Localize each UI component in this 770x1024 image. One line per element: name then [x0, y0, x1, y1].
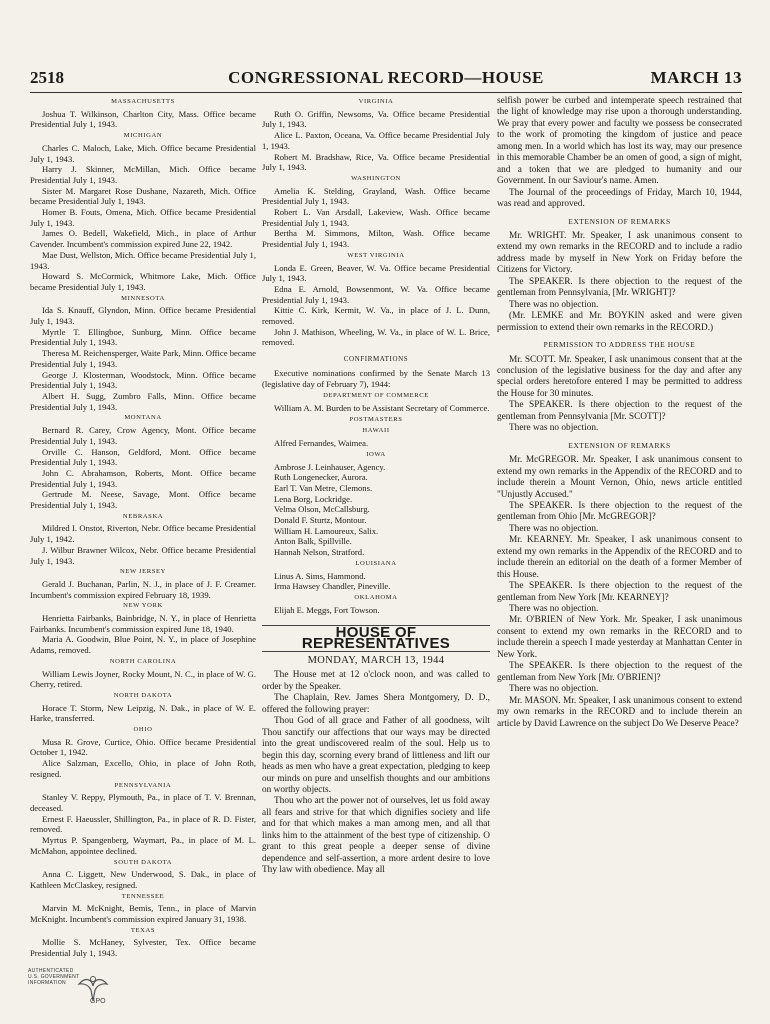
paragraph: Thou God of all grace and Father of all goodness, wilt Thou sanctify our affections that our ways may be directed into the great undiscovered realm of the soul. Help us to begin this day, scorning every brand of littleness and lift our heads as men who have a great expectation, pledging to keep our minds on pure and unselfish thoughts and our ambitions on worthy objects. — [262, 716, 490, 795]
stamp-gpo: GPO — [90, 998, 106, 1005]
state-heading: TEXAS — [130, 926, 156, 934]
house-proceedings — [262, 670, 490, 876]
header-rule — [30, 92, 742, 93]
paragraph: There was no objection. — [509, 523, 599, 534]
paragraph: Mr. WRIGHT. Mr. Speaker, I ask unanimous consent to extend my own remarks in the RECORD and to include a radio address made by myself in New York on Friday before the Citizens for Victory. — [497, 230, 742, 276]
state-heading: PENNSYLVANIA — [114, 781, 172, 789]
postmaster-nominations-continued — [262, 97, 490, 348]
paragraph: John J. Mathison, Wheeling, W. Va., in place of W. L. Brice, removed. — [262, 326, 490, 348]
state-heading: HAWAII — [362, 427, 390, 435]
paragraph: Horace T. Storm, New Leipzig, N. Dak., in place of W. E. Harke, transferred. — [30, 702, 256, 724]
paragraph: The Chaplain, Rev. James Shera Montgomery, D. D., offered the following prayer: — [262, 693, 490, 715]
paragraph: Mildred I. Onstot, Riverton, Nebr. Office became Presidential July 1, 1942. — [30, 523, 256, 545]
state-heading: SOUTH DAKOTA — [113, 858, 173, 866]
state-heading: LOUISIANA — [355, 559, 397, 567]
postmaster-entry: William H. Lamoureux, Salix. — [274, 525, 379, 536]
postmaster-entry: Elijah E. Meggs, Fort Towson. — [274, 604, 380, 615]
paragraph: (Mr. LEMKE and Mr. BOYKIN asked and were given permission to extend their own remarks in the RECORD.) — [497, 311, 742, 333]
postmaster-entry: Anton Balk, Spillville. — [274, 536, 352, 547]
paragraph: Henrietta Fairbanks, Bainbridge, N. Y., in place of Henrietta Fairbanks. Incumbent's commission expired June 18, 1940. — [30, 613, 256, 634]
stamp-line: U.S. GOVERNMENT — [28, 974, 80, 980]
paragraph: Mr. KEARNEY. Mr. Speaker, I ask unanimous consent to extend my own remarks in the Appendix of the RECORD and to include therein an editorial on the death of a former Member of this House. — [497, 535, 742, 580]
state-heading: DEPARTMENT OF COMMERCE — [323, 392, 429, 400]
postmaster-entry: Ruth Longenecker, Aurora. — [274, 472, 368, 483]
paragraph: selfish power be curbed and intemperate speech restrained that the light of knowledge may rise upon a thorough understanding. We pray that every power and faculty we possess be consecrated to the work of promoting the kingdom of justice and peace among men. In a world which has lost its way, may our presence in this memorable Chamber be an omen of good, a sign of might, and a token that we are pledged to humanity and our Government. In our Saviour's name. Amen. — [497, 96, 742, 187]
paragraph: Robert M. Bradshaw, Rice, Va. Office became Presidential July 1, 1943. — [262, 151, 490, 173]
state-heading: WASHINGTON — [351, 174, 401, 182]
paragraph: Mr. SCOTT. Mr. Speaker, I ask unanimous consent that at the conclusion of the legislative business for the day and after any special orders heretofore entered I may be permitted to address the House for 30 minutes. — [497, 354, 742, 399]
paragraph: Edna E. Arnold, Bowsenmont, W. Va. Office became Presidential July 1, 1943. — [262, 283, 490, 305]
paragraph: J. Wilbur Brawner Wilcox, Nebr. Office became Presidential July 1, 1943. — [30, 544, 256, 566]
paragraph: Alice Salzman, Excello, Ohio, in place of John Roth, resigned. — [30, 758, 256, 779]
postmaster-entry: Earl T. Van Metre, Clemons. — [274, 482, 373, 493]
paragraph: Musa R. Grove, Curtice, Ohio. Office became Presidential October 1, 1942. — [30, 736, 256, 758]
paragraph: Theresa M. Reichensperger, Waite Park, Minn. Office became Presidential July 1, 1943. — [30, 348, 256, 369]
paragraph: William Lewis Joyner, Rocky Mount, N. C., in place of W. G. Cherry, retired. — [30, 668, 256, 690]
house-date: MONDAY, MARCH 13, 1944 — [307, 654, 445, 666]
paragraph: Mr. O'BRIEN of New York. Mr. Speaker, I ask unanimous consent to extend my own remarks in the RECORD and to include therein a speech I made yesterday at Manhattan Center in New York. — [497, 615, 742, 660]
paragraph: Myrtle T. Ellingboe, Sunburg, Minn. Office became Presidential July 1, 1943. — [30, 326, 256, 348]
page-header — [30, 68, 742, 94]
paragraph: Amelia K. Stelding, Grayland, Wash. Office became Presidential July 1, 1943. — [262, 185, 490, 207]
state-heading: VIRGINIA — [358, 98, 394, 105]
paragraph: Thou who art the power not of ourselves, let us fold away all fears and strive for that which dignifies society and life and for that which makes a man among men, and all that links him to the attainment of the best type of citizenship. O grant to this great people a deeper sense of divine dependence and self-assertion, a more ardent desire to love Thy law with obedience. May all — [262, 796, 490, 876]
paragraph: The SPEAKER. Is there objection to the request of the gentleman from Pennsylvania, [Mr. WRIGHT]? — [497, 276, 742, 299]
paragraph: Stanley V. Reppy, Plymouth, Pa., in place of T. V. Brennan, deceased. — [30, 792, 256, 813]
paragraph: John C. Abrahamson, Roberts, Mont. Office became Presidential July 1, 1943. — [30, 467, 256, 489]
column-left — [30, 96, 256, 959]
paragraph: The Journal of the proceedings of Friday, March 10, 1944, was read and approved. — [497, 187, 742, 210]
state-heading: MONTANA — [124, 414, 162, 422]
postmaster-entry: Ambrose J. Leinhauser, Agency. — [274, 461, 386, 472]
section-heading: EXTENSION OF REMARKS — [568, 216, 671, 226]
paragraph: Ruth O. Griffin, Newsoms, Va. Office became Presidential July 1, 1943. — [262, 108, 490, 130]
paragraph: Gerald J. Buchanan, Parlin, N. J., in place of J. F. Creamer. Incumbent's commission expired February 18, 1939. — [30, 578, 256, 600]
state-heading: NEW JERSEY — [120, 568, 166, 576]
paragraph: Alice L. Paxton, Oceana, Va. Office became Presidential July 1, 1943. — [262, 130, 490, 151]
paragraph: There was no objection. — [509, 604, 599, 615]
state-heading: MASSACHUSETTS — [111, 98, 175, 105]
paragraph: The SPEAKER. Is there objection to the request of the gentleman from New York [Mr. O'BRIEN]? — [497, 661, 742, 683]
paragraph: Howard S. McCormick, Whitmore Lake, Mich. Office became Presidential July 1, 1943. — [30, 271, 256, 292]
confirmations-intro: Executive nominations confirmed by the Senate March 13 (legislative day of February 7), 1944: — [262, 367, 490, 389]
state-heading: NEBRASKA — [122, 512, 164, 520]
paragraph: Londa E. Green, Beaver, W. Va. Office became Presidential July 1, 1943. — [262, 262, 490, 284]
paragraph: The House met at 12 o'clock noon, and was called to order by the Speaker. — [262, 670, 490, 692]
confirmations-heading: CONFIRMATIONS — [343, 355, 409, 364]
section-heading: EXTENSION OF REMARKS — [568, 440, 671, 450]
state-heading: NORTH CAROLINA — [109, 657, 177, 665]
page-number: 2518 — [30, 68, 64, 87]
paragraph: There was no objection. — [509, 299, 599, 310]
paragraph: Mollie S. McHaney, Sylvester, Tex. Office became Presidential July 1, 1943. — [30, 937, 256, 959]
paragraph: Gertrude M. Neese, Savage, Mont. Office became Presidential July 1, 1943. — [30, 489, 256, 511]
state-heading: MICHIGAN — [123, 132, 163, 140]
paragraph: George J. Klosterman, Woodstock, Minn. Office became Presidential July 1, 1943. — [30, 369, 256, 391]
paragraph: Homer B. Fouts, Omena, Mich. Office became Presidential July 1, 1943. — [30, 207, 256, 228]
state-heading: OKLAHOMA — [354, 593, 398, 601]
state-heading: NORTH DAKOTA — [113, 691, 173, 699]
page-title: CONGRESSIONAL RECORD—HOUSE — [228, 68, 544, 87]
state-heading: OHIO — [133, 726, 153, 734]
column-middle — [262, 96, 490, 877]
page-date: MARCH 13 — [650, 68, 742, 87]
postmaster-entry: Alfred Fernandes, Waimea. — [274, 438, 369, 449]
state-heading: IOWA — [366, 450, 386, 458]
paragraph: The SPEAKER. Is there objection to the request of the gentleman from New York [Mr. KEARNEY]? — [497, 581, 742, 603]
paragraph: William A. M. Burden to be Assistant Secretary of Commerce. — [274, 402, 490, 413]
stamp-line: AUTHENTICATED — [28, 968, 74, 974]
state-heading: MINNESOTA — [121, 294, 165, 302]
paragraph: Mr. McGREGOR. Mr. Speaker, I ask unanimous consent to extend my own remarks in the Appendix of the RECORD and to include therein a Mount Vernon, Ohio, news article entitled "Unjustly Accused." — [497, 455, 742, 500]
paragraph: Charles C. Maloch, Lake, Mich. Office became Presidential July 1, 1943. — [30, 142, 256, 164]
column-right — [497, 96, 742, 730]
paragraph: Joshua T. Wilkinson, Charlton City, Mass. Office became Presidential July 1, 1943. — [30, 108, 256, 130]
postmaster-entry: Hannah Nelson, Stratford. — [274, 547, 365, 558]
paragraph: Mae Dust, Wellston, Mich. Office became Presidential July 1, 1943. — [30, 249, 256, 271]
postmaster-entry: Linus A. Sims, Hammond. — [274, 570, 366, 581]
paragraph: Ernest F. Haeussler, Shillington, Pa., in place of R. D. Fister, removed. — [30, 813, 256, 835]
stamp-line: INFORMATION — [28, 980, 66, 986]
paragraph: Robert L. Van Arsdall, Lakeview, Wash. Office became Presidential July 1, 1943. — [262, 207, 490, 228]
paragraph: Sister M. Margaret Rose Dushane, Nazareth, Mich. Office became Presidential July 1, 1943. — [30, 185, 256, 207]
state-heading: TENNESSEE — [121, 892, 165, 900]
paragraph: The SPEAKER. Is there objection to the request of the gentleman from Pennsylvania [Mr. SCOTT]? — [497, 400, 742, 422]
paragraph: There was no objection. — [509, 684, 599, 695]
section-heading: PERMISSION TO ADDRESS THE HOUSE — [543, 340, 696, 350]
postmaster-entry: Irma Hawsey Chandler, Pineville. — [274, 581, 391, 592]
state-heading: NEW YORK — [123, 602, 163, 610]
paragraph: James O. Bedell, Wakefield, Mich., in place of Arthur Cavender. Incumbent's commission expired June 22, 1942. — [30, 228, 256, 250]
paragraph: Anna C. Liggett, New Underwood, S. Dak., in place of Kathleen McClaskey, resigned. — [30, 869, 256, 890]
paragraph: Marvin M. McKnight, Bemis, Tenn., in place of Marvin McKnight. Incumbent's commission expired January 31, 1938. — [30, 903, 256, 925]
paragraph: Harry J. Skinner, McMillan, Mich. Office became Presidential July 1, 1943. — [30, 164, 256, 185]
paragraph: Maria A. Goodwin, Blue Point, N. Y., in place of Josephine Adams, removed. — [30, 634, 256, 656]
paragraph: The SPEAKER. Is there objection to the request of the gentleman from Ohio [Mr. McGREGOR]? — [497, 500, 742, 523]
paragraph: Bertha M. Simmons, Milton, Wash. Office became Presidential July 1, 1943. — [262, 228, 490, 250]
paragraph: Ida S. Knauff, Glyndon, Minn. Office became Presidential July 1, 1943. — [30, 305, 256, 327]
paragraph: Bernard R. Carey, Crow Agency, Mont. Office became Presidential July 1, 1943. — [30, 425, 256, 446]
state-heading: WEST VIRGINIA — [347, 251, 405, 259]
paragraph: Orville C. Hanson, Geldford, Mont. Office became Presidential July 1, 1943. — [30, 446, 256, 468]
postmaster-entry: Lena Borg, Lockridge. — [274, 493, 353, 504]
paragraph: Kittie C. Kirk, Kermit, W. Va., in place of J. L. Dunn, removed. — [262, 305, 490, 327]
paragraph: Myrtus P. Spangenberg, Waymart, Pa., in place of M. L. McMahon, appointee declined. — [30, 835, 256, 856]
paragraph: Mr. MASON. Mr. Speaker, I ask unanimous consent to extend my own remarks in the RECORD and to include therein an article by David Lawrence on the subject Do We Deserve Peace? — [497, 695, 742, 729]
house-heading: HOUSE OF REPRESENTATIVES — [262, 625, 490, 651]
postmaster-entry: Velma Olson, McCallsburg. — [274, 504, 370, 515]
state-heading: POSTMASTERS — [349, 415, 403, 423]
gpo-authentication-stamp — [28, 968, 128, 1018]
confirmations-list — [262, 391, 490, 615]
postmaster-entry: Donald F. Sturtz, Montour. — [274, 515, 367, 526]
paragraph: Albert H. Sugg, Zumbro Falls, Minn. Office became Presidential July 1, 1943. — [30, 390, 256, 412]
paragraph: There was no objection. — [509, 423, 599, 434]
